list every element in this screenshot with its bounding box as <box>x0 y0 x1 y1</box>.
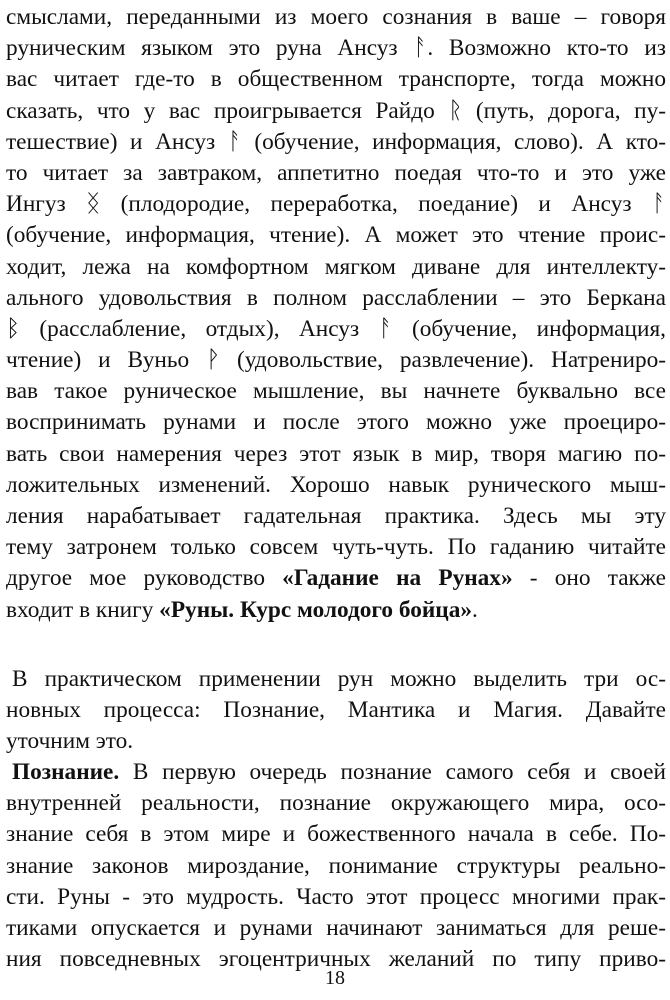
text-line: (обучение, информация, чтение). А может это чтение проис- <box>6 222 666 249</box>
text-fragment: - оно также <box>512 565 666 592</box>
text-line: уточним это. <box>6 728 134 755</box>
book-title-runy-kurs: «Руны. Курс молодого бойца» <box>159 596 473 623</box>
paragraph-runic-reading <box>6 2 666 626</box>
text-line: то читает за завтраком, аппетитно поедая что-то и это уже <box>6 159 666 186</box>
text-line: Ингуз ᛝ (плодородие, переработка, поедание) и Ансуз ᚨ <box>6 191 666 218</box>
book-page <box>6 0 666 1000</box>
text-line: В практическом применении рун можно выделить три ос- <box>12 666 666 692</box>
text-line: тешествие) и Ансуз ᚨ (обучение, информация, слово). А кто- <box>6 128 666 155</box>
text-line: воспринимать рунами и после этого можно уже проециро- <box>6 409 666 436</box>
text-line: вав такое руническое мышление, вы начнете буквально все <box>6 378 666 405</box>
text-line-with-book-title <box>6 595 666 626</box>
section-heading-poznanie: Познание. <box>12 759 120 785</box>
text-line: чтение) и Вуньо ᚹ (удовольствие, развлечение). Натрениро- <box>6 347 666 374</box>
paragraph-poznanie <box>6 757 666 975</box>
text-line: ления нарабатывает гадательная практика. Здесь мы эту <box>6 503 666 529</box>
text-line: знание законов мироздание, понимание структуры реально- <box>6 852 666 879</box>
text-line-with-book-title <box>6 563 666 594</box>
text-line: ния повседневных эгоцентричных желаний по типу приво- <box>6 946 666 973</box>
text-line: тиками опускается и рунами начинают заниматься для реше- <box>6 914 666 941</box>
text-fragment: другое мое руководство <box>6 565 283 592</box>
text-line: знание себя в этом мире и божественного начала в себе. По- <box>6 821 666 848</box>
text-line: ального удовольствия в полном расслаблении – это Беркана <box>6 284 666 311</box>
text-line: смыслами, переданными из моего сознания в ваше – говоря <box>6 4 666 30</box>
text-line: ходит, лежа на комфортном мягком диване для интеллекту- <box>6 253 666 280</box>
text-line: сказать, что у вас проигрывается Райдо ᚱ (путь, дорога, пу- <box>6 97 666 124</box>
book-title-gadanie: «Гадание на Рунах» <box>282 565 513 592</box>
text-line: тему затронем только совсем чуть-чуть. По гаданию читайте <box>6 534 666 561</box>
text-line: сти. Руны - это мудрость. Часто этот процесс многими прак- <box>6 883 666 910</box>
page-number: 18 <box>325 967 345 989</box>
text-fragment: В первую очередь познание самого себя и своей <box>119 759 666 785</box>
text-line: новных процесса: Познание, Мантика и Магия. Давайте <box>6 697 666 724</box>
text-line: вас читает где-то в общественном транспорте, тогда можно <box>6 66 666 93</box>
text-fragment: входит в книгу <box>6 596 160 623</box>
text-fragment: . <box>472 596 478 623</box>
text-line: ᛒ (расслабление, отдых), Ансуз ᚨ (обучение, информация, <box>6 315 666 342</box>
text-line-with-heading <box>6 757 666 788</box>
paragraph-three-processes <box>6 664 666 758</box>
text-line: руническим языком это руна Ансуз ᚨ. Возможно кто-то из <box>6 35 666 62</box>
text-line: ложительных изменений. Хорошо навык рунического мыш- <box>6 471 666 498</box>
text-line: вать свои намерения через этот язык в мир, творя магию по- <box>6 440 666 467</box>
text-line: внутренней реальности, познание окружающего мира, осо- <box>6 790 666 817</box>
